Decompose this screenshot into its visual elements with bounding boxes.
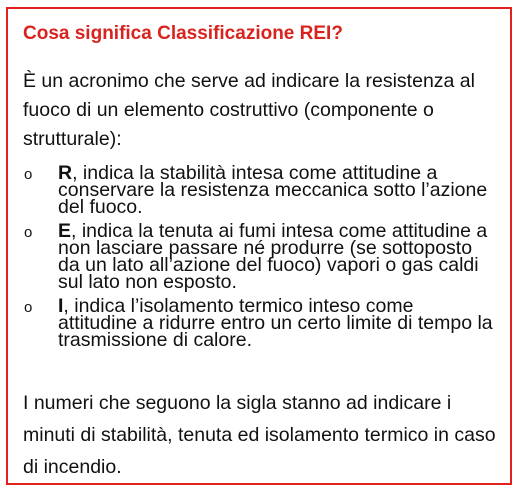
list-item-text — [58, 162, 498, 218]
item-description: , indica l’isolamento termico inteso come attitudine a ridurre entro un certo limite di tempo la trasmissione di calore. — [58, 295, 493, 351]
bullet-icon: o — [24, 224, 33, 241]
item-letter: R — [58, 162, 73, 184]
bullet-icon: o — [24, 166, 33, 183]
item-description: , indica la tenuta ai fumi intesa come attitudine a non lasciare passare né produrre (se sottoposto da un lato all’azione del fuoco) vapori o gas caldi sul lato non esposto. — [58, 220, 488, 293]
list-item-text — [58, 295, 498, 351]
list-item-e — [8, 220, 510, 293]
intro-paragraph: È un acronimo che serve ad indicare la resistenza al fuoco di un elemento costruttivo (componente o strutturale): — [23, 70, 475, 150]
item-letter: E — [58, 220, 72, 242]
item-letter: I — [58, 295, 64, 317]
classification-list — [8, 162, 510, 356]
list-item-r — [8, 162, 510, 218]
bullet-icon: o — [24, 299, 33, 316]
box-title: Cosa significa Classificazione REI? — [23, 23, 343, 44]
rei-info-box — [6, 7, 512, 485]
outro-paragraph: I numeri che seguono la sigla stanno ad indicare i minuti di stabilità, tenuta ed isolamento termico in caso di incendio. — [23, 392, 496, 478]
list-item-text — [58, 220, 498, 293]
item-description: , indica la stabilità intesa come attitudine a conservare la resistenza meccanica sotto l’azione del fuoco. — [58, 162, 488, 218]
list-item-i — [8, 295, 510, 351]
